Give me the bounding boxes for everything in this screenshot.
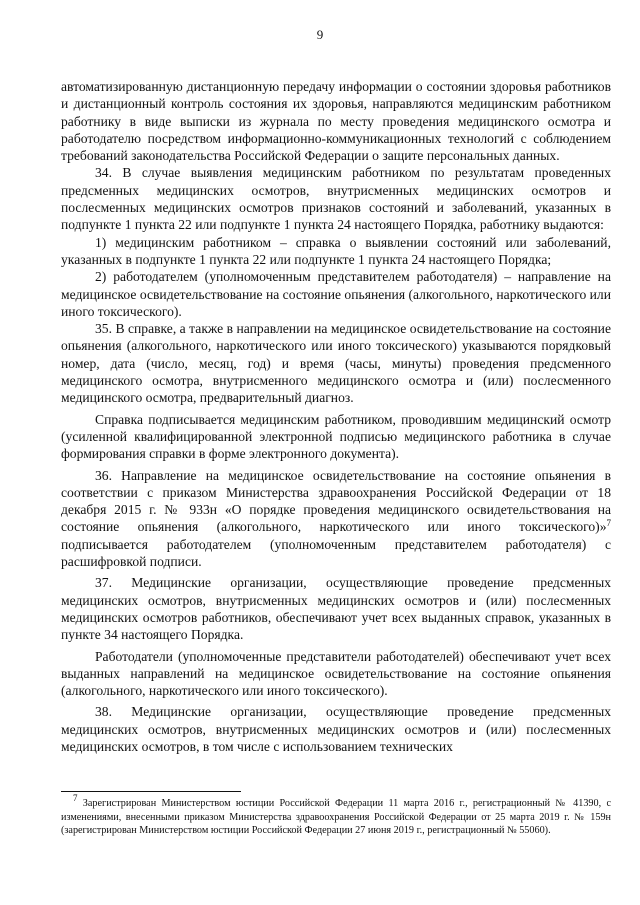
footnote-reference: 7 [606, 518, 611, 529]
paragraph-38: 38. Медицинские организации, осуществляющие проведение предсменных медицинских осмотров, внутрисменных медицинских осмотров и (или) послесменных медицинских осмотров, в том числе с использованием технических [61, 704, 611, 754]
paragraph-35: 35. В справке, а также в направлении на медицинское освидетельствование на состояние опьянения (алкогольного, наркотического или иного токсического) указываются порядковый номер, дата (число, месяц, год) и время (часы, минуты) проведения предсменного медицинского осмотра, внутрисменного медицинского осмотра и (или) послесменного медицинского осмотра, предварительный диагноз. [61, 321, 611, 406]
paragraph-34-item-2: 2) работодателем (уполномоченным представителем работодателя) – направление на медицинское освидетельствование на состояние опьянения (алкогольного, наркотического или иного токсического). [61, 269, 611, 319]
body-text [61, 78, 611, 755]
footnote-7 [61, 793, 611, 838]
footnote-text: Зарегистрирован Министерством юстиции Российской Федерации 11 марта 2016 г., регистрационный № 41390, с изменениями, внесенными приказом Министерства здравоохранения Российской Федерации от 25 марта 2019 г. № 159н (зарегистрирован Министерством юстиции Российской Федерации 27 июня 2019 г., регистрационный № 55060). [61, 798, 611, 837]
footnotes [61, 793, 611, 838]
paragraph-35-signature: Справка подписывается медицинским работником, проводившим медицинский осмотр (усиленной квалифицированной электронной подписью медицинского работника в случае формирования справки в форме электронного документа). [61, 411, 611, 462]
paragraph-34: 34. В случае выявления медицинским работником по результатам проведенных предсменных медицинских осмотров, внутрисменных медицинских осмотров и послесменных медицинских осмотров признаков состояний и заболеваний, указанных в подпункте 1 пункта 22 или подпункте 1 пункта 24 настоящего Порядка, работнику выдаются: [61, 165, 611, 233]
paragraph-34-item-1: 1) медицинским работником – справка о выявлении состояний или заболеваний, указанных в подпункте 1 пункта 22 или подпункте 1 пункта 24 настоящего Порядка; [61, 234, 611, 267]
footnote-marker: 7 [73, 793, 78, 803]
page-number: 9 [316, 27, 324, 42]
paragraph-36 [61, 467, 611, 571]
paragraph-37-employers: Работодатели (уполномоченные представители работодателей) обеспечивают учет всех выданных направлений на медицинское освидетельствование на состояние опьянения (алкогольного, наркотического или иного токсического). [61, 648, 611, 699]
paragraph-36-text-before: 36. Направление на медицинское освидетельствование на состояние опьянения в соответствии с приказом Министерства здравоохранения Российской Федерации от 18 декабря 2015 г. № 933н «О порядке проведения медицинского освидетельствования на состояние опьянения (алкогольного, наркотического или иного токсического)» [61, 467, 611, 535]
paragraph-continuation: автоматизированную дистанционную передачу информации о состоянии здоровья работников и дистанционный контроль состояния их здоровья, направляются медицинским работником работнику в виде выписки из журнала по месту проведения медицинского осмотра и работодателю посредством информационно-коммуникационных технологий с соблюдением требований законодательства Российской Федерации о защите персональных данных. [61, 79, 611, 164]
paragraph-36-text-after: подписывается работодателем (уполномоченным представителем работодателя) с расшифровкой подписи. [61, 536, 611, 570]
footnote-divider [61, 791, 241, 792]
paragraph-37: 37. Медицинские организации, осуществляющие проведение предсменных медицинских осмотров, внутрисменных медицинских осмотров и (или) послесменных медицинских осмотров работников, обеспечивают учет всех выданных справок, указанных в пункте 34 настоящего Порядка. [61, 575, 611, 643]
